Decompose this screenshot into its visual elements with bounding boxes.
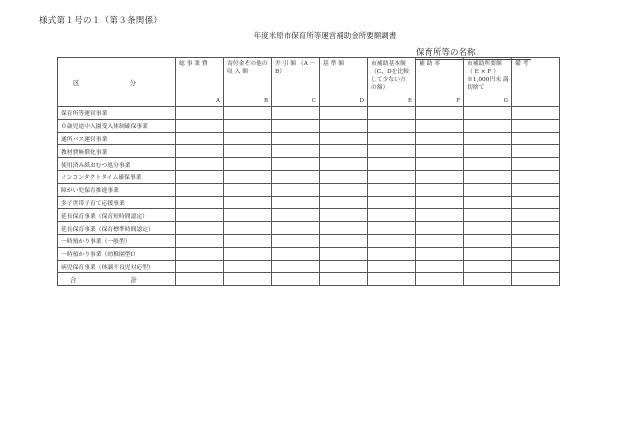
total-label: 合 計 bbox=[58, 273, 176, 286]
table-cell[interactable] bbox=[224, 260, 272, 273]
table-cell[interactable] bbox=[272, 107, 320, 120]
table-row bbox=[58, 234, 560, 247]
row-label: ノンコンタクトタイム確保事業 bbox=[58, 170, 176, 183]
table-cell[interactable] bbox=[416, 119, 464, 132]
table-cell[interactable] bbox=[320, 196, 368, 209]
table-cell[interactable] bbox=[224, 196, 272, 209]
table-cell[interactable] bbox=[224, 183, 272, 196]
table-cell[interactable] bbox=[272, 260, 320, 273]
table-cell[interactable] bbox=[464, 132, 512, 145]
table-cell[interactable] bbox=[320, 107, 368, 120]
table-cell[interactable] bbox=[320, 183, 368, 196]
table-cell[interactable] bbox=[272, 183, 320, 196]
table-row bbox=[58, 183, 560, 196]
table-cell[interactable] bbox=[368, 196, 416, 209]
table-cell[interactable] bbox=[320, 132, 368, 145]
total-cell[interactable] bbox=[368, 273, 416, 286]
table-cell[interactable] bbox=[464, 209, 512, 222]
table-cell[interactable] bbox=[320, 234, 368, 247]
column-letter: D bbox=[359, 98, 364, 104]
table-cell[interactable] bbox=[176, 132, 224, 145]
table-cell[interactable] bbox=[368, 132, 416, 145]
table-cell[interactable] bbox=[512, 247, 560, 260]
form-number: 様式第１号の１（第３条関係） bbox=[39, 16, 163, 26]
table-cell[interactable] bbox=[176, 247, 224, 260]
table-cell[interactable] bbox=[224, 132, 272, 145]
section-header: 区 分 bbox=[58, 58, 176, 107]
table-cell[interactable] bbox=[464, 222, 512, 235]
table-row bbox=[58, 107, 560, 120]
total-cell[interactable] bbox=[176, 273, 224, 286]
table-cell[interactable] bbox=[368, 222, 416, 235]
table-row bbox=[58, 260, 560, 273]
table-cell[interactable] bbox=[416, 107, 464, 120]
table-row bbox=[58, 170, 560, 183]
table-cell[interactable] bbox=[272, 170, 320, 183]
table-cell[interactable] bbox=[512, 107, 560, 120]
row-label: 延長保育事業（保育短時間認定） bbox=[58, 209, 176, 222]
table-cell[interactable] bbox=[368, 234, 416, 247]
table-cell[interactable] bbox=[512, 196, 560, 209]
column-letter: E bbox=[407, 98, 412, 104]
table-cell[interactable] bbox=[320, 222, 368, 235]
table-cell[interactable] bbox=[224, 119, 272, 132]
row-label: 使用済み紙おむつ処分事業 bbox=[58, 158, 176, 171]
row-label: 通所バス運営事業 bbox=[58, 132, 176, 145]
column-letter: A bbox=[216, 98, 220, 104]
table-cell[interactable] bbox=[416, 260, 464, 273]
table-cell[interactable] bbox=[176, 234, 224, 247]
document-title: 年度米原市保育所等運営補助金所要額調書 bbox=[253, 31, 397, 40]
table-cell[interactable] bbox=[512, 183, 560, 196]
table-cell[interactable] bbox=[176, 183, 224, 196]
table-cell[interactable] bbox=[176, 145, 224, 158]
table-cell[interactable] bbox=[464, 183, 512, 196]
row-label: 障がい児保育推進事業 bbox=[58, 183, 176, 196]
table-cell[interactable] bbox=[368, 170, 416, 183]
table-cell[interactable] bbox=[464, 107, 512, 120]
column-header bbox=[176, 58, 224, 107]
table-cell[interactable] bbox=[416, 234, 464, 247]
table-cell[interactable] bbox=[416, 196, 464, 209]
row-label: 病児保育事業（体調不良児対応型） bbox=[58, 260, 176, 273]
table-cell[interactable] bbox=[368, 260, 416, 273]
table-cell[interactable] bbox=[272, 234, 320, 247]
column-label: 寄付金その他の 収 入 額 bbox=[227, 61, 268, 75]
column-header bbox=[464, 58, 512, 107]
table-cell[interactable] bbox=[320, 145, 368, 158]
table-cell[interactable] bbox=[512, 234, 560, 247]
table-cell[interactable] bbox=[272, 209, 320, 222]
table-cell[interactable] bbox=[416, 132, 464, 145]
table-cell[interactable] bbox=[512, 222, 560, 235]
table-cell[interactable] bbox=[320, 209, 368, 222]
row-label: 多子世帯子育て応援事業 bbox=[58, 196, 176, 209]
table-cell[interactable] bbox=[320, 260, 368, 273]
table-row bbox=[58, 247, 560, 260]
table-cell[interactable] bbox=[368, 119, 416, 132]
table-cell[interactable] bbox=[224, 107, 272, 120]
column-header bbox=[512, 58, 560, 107]
row-label: 教材費無償化事業 bbox=[58, 145, 176, 158]
table-cell[interactable] bbox=[464, 158, 512, 171]
table-cell[interactable] bbox=[176, 170, 224, 183]
table-cell[interactable] bbox=[512, 158, 560, 171]
table-cell[interactable] bbox=[224, 247, 272, 260]
table-row bbox=[58, 132, 560, 145]
column-label: 市補助所要額 （ E × F ） ※1,000円未 満切捨て bbox=[467, 61, 509, 91]
table-cell[interactable] bbox=[368, 209, 416, 222]
row-label: 延長保育事業（保育標準時間認定） bbox=[58, 222, 176, 235]
table-cell[interactable] bbox=[416, 183, 464, 196]
table-cell[interactable] bbox=[416, 170, 464, 183]
table-cell[interactable] bbox=[224, 209, 272, 222]
table-cell[interactable] bbox=[176, 158, 224, 171]
column-letter: C bbox=[311, 98, 316, 104]
table-cell[interactable] bbox=[416, 222, 464, 235]
column-label: 補 助 率 bbox=[419, 61, 441, 67]
table-cell[interactable] bbox=[272, 119, 320, 132]
column-letter: F bbox=[456, 98, 460, 104]
table-cell[interactable] bbox=[464, 170, 512, 183]
subsidy-table bbox=[57, 57, 560, 286]
table-cell[interactable] bbox=[272, 222, 320, 235]
total-cell[interactable] bbox=[416, 273, 464, 286]
table-cell[interactable] bbox=[512, 145, 560, 158]
total-cell[interactable] bbox=[224, 273, 272, 286]
table-cell[interactable] bbox=[224, 234, 272, 247]
table-cell[interactable] bbox=[512, 119, 560, 132]
facility-name-field[interactable]: 保育所等の名称 bbox=[416, 46, 531, 60]
table-cell[interactable] bbox=[320, 170, 368, 183]
table-row bbox=[58, 145, 560, 158]
table-cell[interactable] bbox=[464, 234, 512, 247]
column-label: 基 準 額 bbox=[323, 61, 345, 67]
table-cell[interactable] bbox=[368, 145, 416, 158]
table-cell[interactable] bbox=[176, 119, 224, 132]
table-cell[interactable] bbox=[272, 196, 320, 209]
table-cell[interactable] bbox=[224, 158, 272, 171]
column-header bbox=[272, 58, 320, 107]
table-cell[interactable] bbox=[224, 145, 272, 158]
table-cell[interactable] bbox=[464, 119, 512, 132]
table-cell[interactable] bbox=[368, 247, 416, 260]
column-label: 備 考 bbox=[515, 61, 529, 67]
table-cell[interactable] bbox=[464, 145, 512, 158]
table-cell[interactable] bbox=[368, 158, 416, 171]
table-row bbox=[58, 158, 560, 171]
table-cell[interactable] bbox=[176, 260, 224, 273]
table-cell[interactable] bbox=[176, 222, 224, 235]
column-letter: G bbox=[503, 98, 508, 104]
row-label: 保育所等運営事業 bbox=[58, 107, 176, 120]
table-row bbox=[58, 222, 560, 235]
table-cell[interactable] bbox=[512, 170, 560, 183]
table-cell[interactable] bbox=[512, 132, 560, 145]
total-cell[interactable] bbox=[464, 273, 512, 286]
total-row bbox=[58, 273, 560, 286]
table-cell[interactable] bbox=[272, 247, 320, 260]
column-label: 差 引 額 （A － B） bbox=[275, 61, 316, 75]
table-cell[interactable] bbox=[368, 183, 416, 196]
table-cell[interactable] bbox=[272, 158, 320, 171]
column-label: 市補助基本額 （C、Dを比較 して少ない方 の額） bbox=[371, 61, 410, 91]
table-cell[interactable] bbox=[320, 158, 368, 171]
table-cell[interactable] bbox=[512, 260, 560, 273]
total-cell[interactable] bbox=[512, 273, 560, 286]
total-cell[interactable] bbox=[272, 273, 320, 286]
table-cell[interactable] bbox=[416, 247, 464, 260]
table-row bbox=[58, 209, 560, 222]
table-cell[interactable] bbox=[224, 170, 272, 183]
table-cell[interactable] bbox=[464, 196, 512, 209]
table-cell[interactable] bbox=[272, 145, 320, 158]
row-label: 一時預かり事業（一般型） bbox=[58, 234, 176, 247]
column-label: 総 事 業 費 bbox=[179, 61, 208, 67]
table-cell[interactable] bbox=[464, 247, 512, 260]
header-row bbox=[58, 58, 560, 107]
table-cell[interactable] bbox=[272, 132, 320, 145]
table-cell[interactable] bbox=[320, 247, 368, 260]
column-header bbox=[320, 58, 368, 107]
table-cell[interactable] bbox=[176, 209, 224, 222]
row-label: 一時預かり事業（幼稚園型Ⅰ） bbox=[58, 247, 176, 260]
total-cell[interactable] bbox=[320, 273, 368, 286]
table-cell[interactable] bbox=[416, 209, 464, 222]
table-cell[interactable] bbox=[512, 209, 560, 222]
table-cell[interactable] bbox=[416, 158, 464, 171]
column-header bbox=[416, 58, 464, 107]
table-cell[interactable] bbox=[416, 145, 464, 158]
table-cell[interactable] bbox=[176, 196, 224, 209]
table-row bbox=[58, 119, 560, 132]
table-cell[interactable] bbox=[368, 107, 416, 120]
column-letter: B bbox=[263, 98, 268, 104]
column-header bbox=[368, 58, 416, 107]
table-cell[interactable] bbox=[224, 222, 272, 235]
table-cell[interactable] bbox=[320, 119, 368, 132]
table-cell[interactable] bbox=[176, 107, 224, 120]
row-label: ０歳児途中入園受入体制確保事業 bbox=[58, 119, 176, 132]
table-cell[interactable] bbox=[464, 260, 512, 273]
table-row bbox=[58, 196, 560, 209]
column-header bbox=[224, 58, 272, 107]
